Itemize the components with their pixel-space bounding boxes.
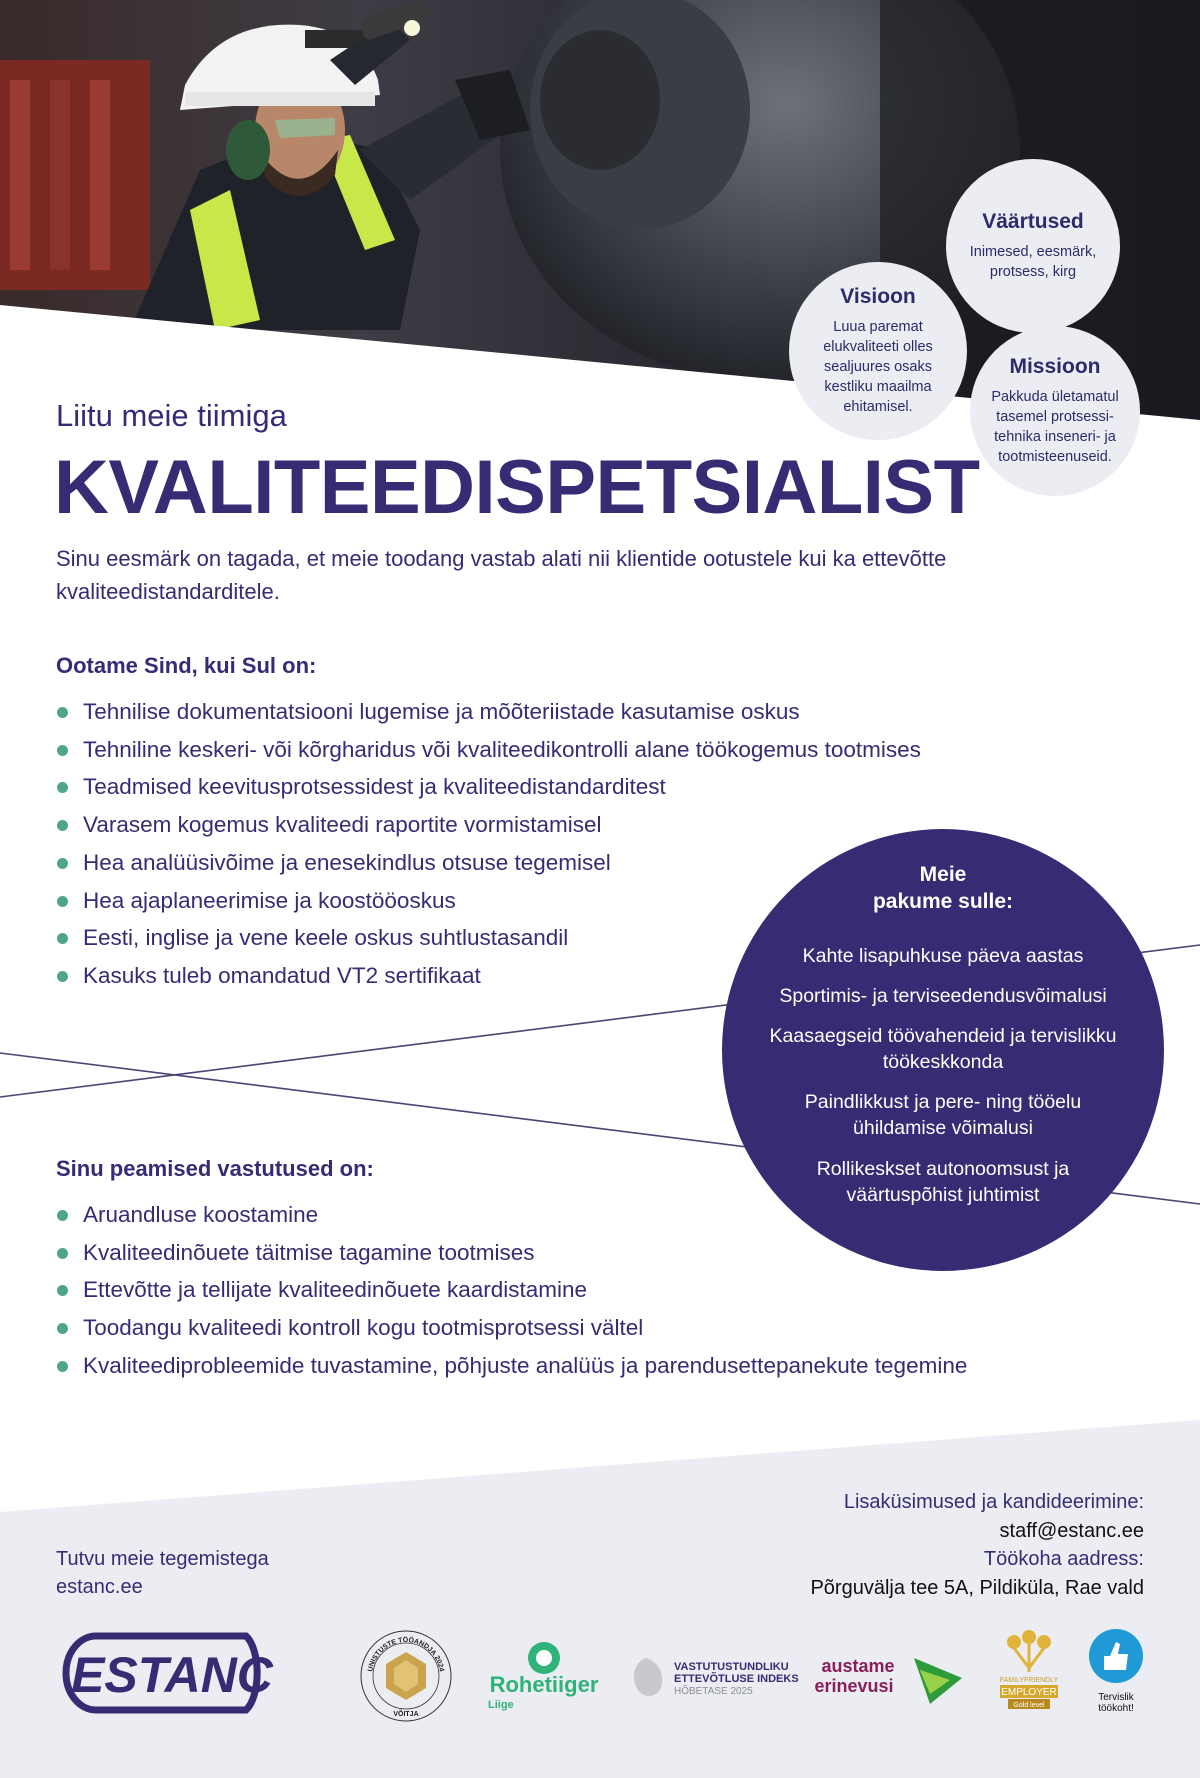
tervislik-line2: töökoht! — [1098, 1703, 1134, 1714]
estanc-logo — [56, 1630, 273, 1716]
list-item-text: Aruandluse koostamine — [83, 1202, 319, 1227]
offer-item: Sportimis- ja terviseedendusvõimalusi — [779, 985, 1107, 1007]
diversity-charter-badge — [810, 1648, 970, 1710]
family-line2: EMPLOYER — [1001, 1687, 1057, 1698]
offer-title-line1: Meie — [919, 863, 967, 886]
offer-item: Paindlikkust ja pere- ning tööelu ühildamise võimalusi — [804, 1091, 1082, 1139]
rohetiiger-text: Rohetiiger — [489, 1672, 599, 1697]
tervislik-line1: Tervislik — [1098, 1692, 1134, 1703]
list-item-text: Tehniline keskeri- või kõrgharidus või kvaliteedikontrolli alane töökogemus tootmises — [83, 736, 921, 762]
list-item-text: Toodangu kvaliteedi kontroll kogu tootmisprotsessi vältel — [83, 1315, 644, 1341]
list-item-text: Tehnilise dokumentatsiooni lugemise ja mõõteriistade kasutamise oskus — [83, 699, 800, 724]
offer-item: Kaasaegseid töövahendeid ja tervislikku töökeskkonda — [769, 1025, 1117, 1073]
award-bottom-text: VÕITJA — [393, 1711, 419, 1718]
list-item-text: Kasuks tuleb omandatud VT2 sertifikaat — [83, 962, 481, 988]
austame-line1: austame — [821, 1656, 895, 1676]
rohetiiger-sub-text: Liige — [488, 1699, 514, 1711]
index-line1: VASTUTUSTUNDLIKU — [674, 1661, 789, 1673]
offer-item: Rollikeskset autonoomsust ja väärtuspõhist juhtimist — [816, 1158, 1070, 1206]
list-item-text: Eesti, inglise ja vene keele oskus suhtlustasandil — [83, 925, 569, 951]
family-line3: Gold level — [1013, 1702, 1045, 1709]
values-text: Inimesed, eesmärk, protsess, kirg — [969, 244, 1097, 280]
page-title: KVALITEEDISPETSIALIST — [54, 445, 980, 530]
list-item-text: Kvaliteediprobleemide tuvastamine, põhjuste analüüs ja parendusettepanekute tegemine — [83, 1352, 968, 1378]
award-seal-badge — [358, 1628, 454, 1724]
vision-title: Visioon — [840, 285, 916, 308]
contact-email[interactable]: staff@estanc.ee — [999, 1519, 1144, 1542]
index-line2: ETTEVÕTLUSE INDEKS — [674, 1673, 799, 1685]
address-label: Töökoha aadress: — [983, 1548, 1144, 1570]
family-line1: FAMILYFRIENDLY — [999, 1677, 1059, 1684]
list-item-text: Kvaliteedinõuete täitmise tagamine tootmises — [83, 1239, 535, 1265]
responsible-business-index-badge — [626, 1648, 799, 1708]
address-value: Põrguvälja tee 5A, Pildiküla, Rae vald — [810, 1576, 1144, 1599]
list-item-text: Varasem kogemus kvaliteedi raportite vormistamisel — [83, 812, 602, 838]
rohetiiger-badge — [484, 1640, 604, 1716]
footer-contact-block — [810, 1488, 1144, 1602]
vision-text: Luua paremat elukvaliteeti olles sealjuures osaks kestliku maailma ehitamisel. — [823, 319, 933, 415]
mission-title: Missioon — [1009, 355, 1101, 378]
list-item-text: Hea ajaplaneerimise ja koostööoskus — [83, 887, 456, 913]
contact-label: Lisaküsimused ja kandideerimine: — [843, 1491, 1144, 1513]
offer-title-line2: pakume sulle: — [872, 890, 1014, 913]
index-line3: HÕBETASE 2025 — [674, 1686, 753, 1697]
intro-text: Sinu eesmärk on tagada, et meie toodang vastab alati nii klientide ootustele kui ka ettevõtte kvaliteedistandarditele. — [56, 546, 947, 604]
page-subtitle: Liitu meie tiimiga — [56, 398, 287, 433]
healthy-workplace-badge — [1084, 1628, 1148, 1718]
footer-website-link[interactable]: estanc.ee — [56, 1576, 143, 1598]
responsibilities-heading: Sinu peamised vastutused on: — [56, 1156, 374, 1181]
footer-website-block — [56, 1545, 269, 1601]
values-title: Väärtused — [982, 210, 1084, 233]
award-top-text: UNISTUSTE TÖÖANDJA 2024 — [367, 1636, 445, 1673]
offer-item: Kahte lisapuhkuse päeva aastas — [802, 945, 1084, 967]
list-item-text: Teadmised keevitusprotsessidest ja kvaliteedistandarditest — [83, 774, 666, 800]
estanc-logo-text: ESTANC — [71, 1647, 273, 1703]
austame-line2: erinevusi — [814, 1676, 894, 1696]
footer-left-line1: Tutvu meie tegemistega — [56, 1548, 269, 1570]
family-friendly-employer-badge — [994, 1628, 1064, 1714]
list-item-text: Ettevõtte ja tellijate kvaliteedinõuete kaardistamine — [83, 1277, 588, 1303]
list-item-text: Hea analüüsivõime ja enesekindlus otsuse tegemisel — [83, 849, 611, 875]
requirements-heading: Ootame Sind, kui Sul on: — [56, 653, 317, 678]
mission-text: Pakkuda ületamatul tasemel protsessi-tehnika inseneri- ja tootmisteenuseid. — [991, 389, 1119, 465]
